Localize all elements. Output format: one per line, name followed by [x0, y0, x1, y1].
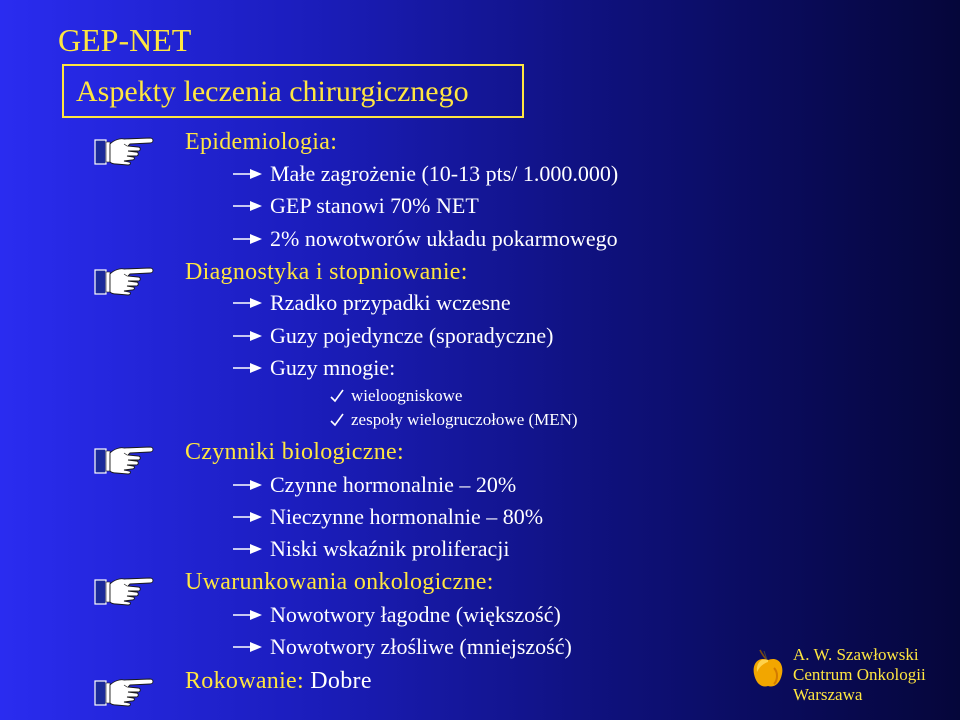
pointing-hand-icon [94, 673, 156, 709]
arrow-bullet-icon [232, 510, 264, 524]
sub-item [330, 386, 462, 406]
credit-author: A. W. Szawłowski [793, 645, 919, 664]
arrow-bullet-icon [232, 296, 264, 310]
bullet-text: Guzy mnogie: [270, 355, 396, 380]
author-credit [793, 645, 926, 705]
sub-item [330, 410, 578, 430]
bullet-text: Czynne hormonalnie – 20% [270, 472, 517, 497]
arrow-bullet-icon [232, 199, 264, 213]
rokowanie-value: Dobre [310, 668, 372, 694]
bullet-item [232, 534, 510, 564]
arrow-bullet-icon [232, 232, 264, 246]
slide-subtitle: Aspekty leczenia chirurgicznego [76, 75, 469, 108]
bullet-text: GEP stanowi 70% NET [270, 193, 479, 218]
section-heading-diagnostyka: Diagnostyka i stopniowanie: [185, 259, 468, 285]
pointing-hand-icon [94, 441, 156, 477]
slide-title: GEP-NET [58, 22, 192, 58]
credit-institution: Centrum Onkologii [793, 665, 926, 684]
bullet-item [232, 470, 516, 500]
arrow-bullet-icon [232, 542, 264, 556]
arrow-bullet-icon [232, 640, 264, 654]
arrow-bullet-icon [232, 361, 264, 375]
pointing-hand-icon [94, 262, 156, 298]
arrow-bullet-icon [232, 608, 264, 622]
sub-item-text: zespoły wielogruczołowe (MEN) [351, 410, 578, 429]
bullet-item [232, 600, 561, 630]
bullet-text: Nowotwory złośliwe (mniejszość) [270, 634, 572, 659]
section-heading-rokowanie [185, 666, 372, 696]
pointing-hand-icon [94, 132, 156, 168]
arrow-bullet-icon [232, 478, 264, 492]
bullet-item [232, 321, 553, 351]
checkmark-icon [330, 389, 344, 403]
sub-item-text: wieloogniskowe [351, 386, 463, 405]
bullet-item [232, 224, 618, 254]
bullet-text: Nowotwory łagodne (większość) [270, 602, 561, 627]
checkmark-icon [330, 413, 344, 427]
arrow-bullet-icon [232, 167, 264, 181]
bullet-item [232, 353, 395, 383]
credit-city: Warszawa [793, 685, 863, 704]
bullet-text: Nieczynne hormonalnie – 80% [270, 504, 544, 529]
bullet-text: Niski wskaźnik proliferacji [270, 536, 510, 561]
bullet-text: 2% nowotworów układu pokarmowego [270, 226, 618, 251]
bullet-item [232, 632, 572, 662]
bullet-text: Rzadko przypadki wczesne [270, 290, 511, 315]
rokowanie-label: Rokowanie: [185, 668, 304, 694]
bullet-text: Guzy pojedyncze (sporadyczne) [270, 323, 554, 348]
bullet-item [232, 159, 618, 189]
bullet-item [232, 288, 511, 318]
section-heading-epidemiologia: Epidemiologia: [185, 129, 338, 155]
arrow-bullet-icon [232, 329, 264, 343]
section-heading-uwarunkowania: Uwarunkowania onkologiczne: [185, 569, 494, 595]
section-heading-czynniki: Czynniki biologiczne: [185, 439, 404, 465]
pointing-hand-icon [94, 572, 156, 608]
bullet-text: Małe zagrożenie (10-13 pts/ 1.000.000) [270, 161, 619, 186]
bullet-item [232, 502, 543, 532]
apple-logo-icon [748, 648, 788, 690]
bullet-item [232, 191, 479, 221]
subtitle-box [62, 64, 524, 118]
